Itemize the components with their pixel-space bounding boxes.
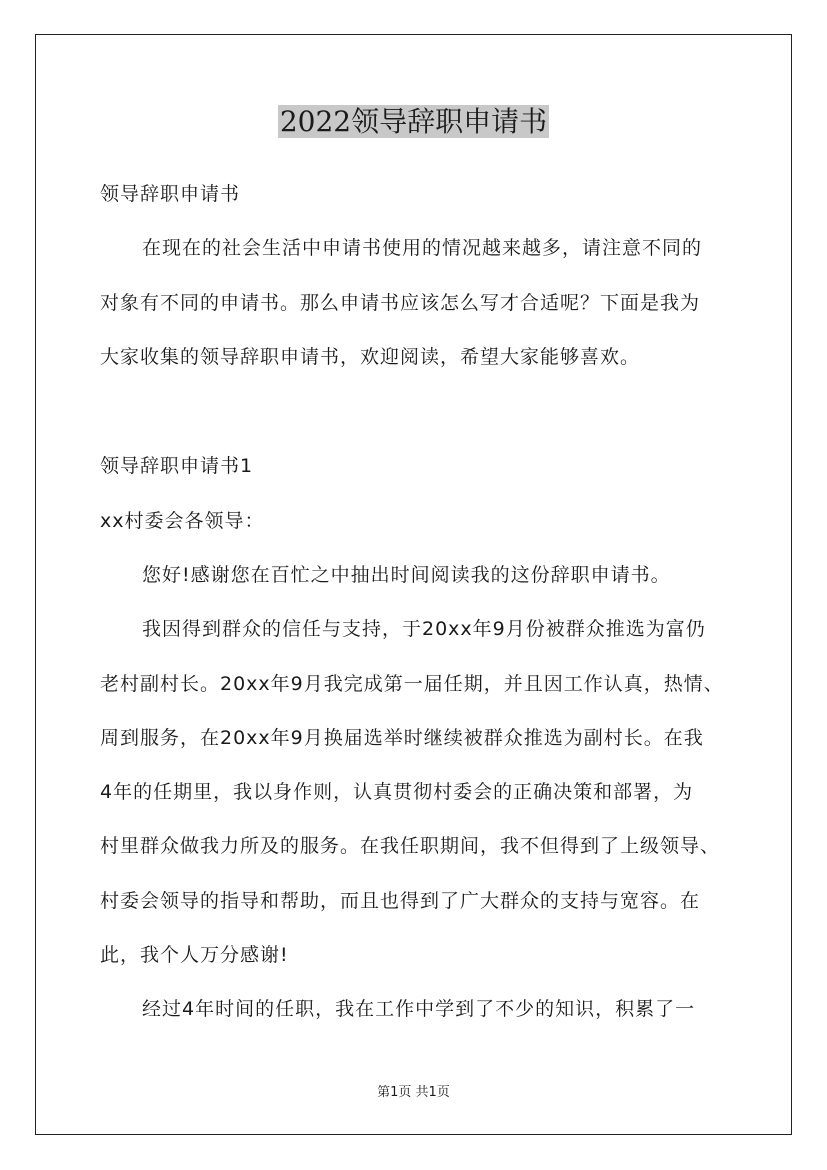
body-line-2: 老村副村长。20xx年9月我完成第一届任期，并且因工作认真，热情、 xyxy=(100,673,724,695)
page-footer: 第1页 共1页 xyxy=(377,1085,450,1100)
last-line: 经过4年时间的任职，我在工作中学到了不少的知识，积累了一 xyxy=(142,998,696,1020)
document-subtitle: 领导辞职申请书 xyxy=(100,183,241,205)
salutation: xx村委会各领导： xyxy=(100,510,265,532)
greeting-line: 您好!感谢您在百忙之中抽出时间阅读我的这份辞职申请书。 xyxy=(142,564,671,586)
document-title-text: 2022领导辞职申请书 xyxy=(279,105,548,138)
body-line-3: 周到服务，在20xx年9月换届选举时继续被群众推选为副村长。在我 xyxy=(100,727,704,749)
body-line-6: 村委会领导的指导和帮助，而且也得到了广大群众的支持与宽容。在 xyxy=(100,890,701,912)
intro-line-2: 对象有不同的申请书。那么申请书应该怎么写才合适呢？下面是我为 xyxy=(100,292,701,314)
document-title xyxy=(0,104,827,140)
body-line-5: 村里群众做我力所及的服务。在我任职期间，我不但得到了上级领导、 xyxy=(100,835,721,857)
body-line-4: 4年的任期里，我以身作则，认真贯彻村委会的正确决策和部署，为 xyxy=(100,781,694,803)
body-line-7: 此，我个人万分感谢! xyxy=(100,944,289,966)
intro-line-1: 在现在的社会生活中申请书使用的情况越来越多，请注意不同的 xyxy=(142,237,703,259)
intro-line-3: 大家收集的领导辞职申请书，欢迎阅读，希望大家能够喜欢。 xyxy=(100,346,641,368)
section-heading: 领导辞职申请书1 xyxy=(100,455,254,477)
body-line-1: 我因得到群众的信任与支持，于20xx年9月份被群众推选为富仍 xyxy=(142,618,706,640)
